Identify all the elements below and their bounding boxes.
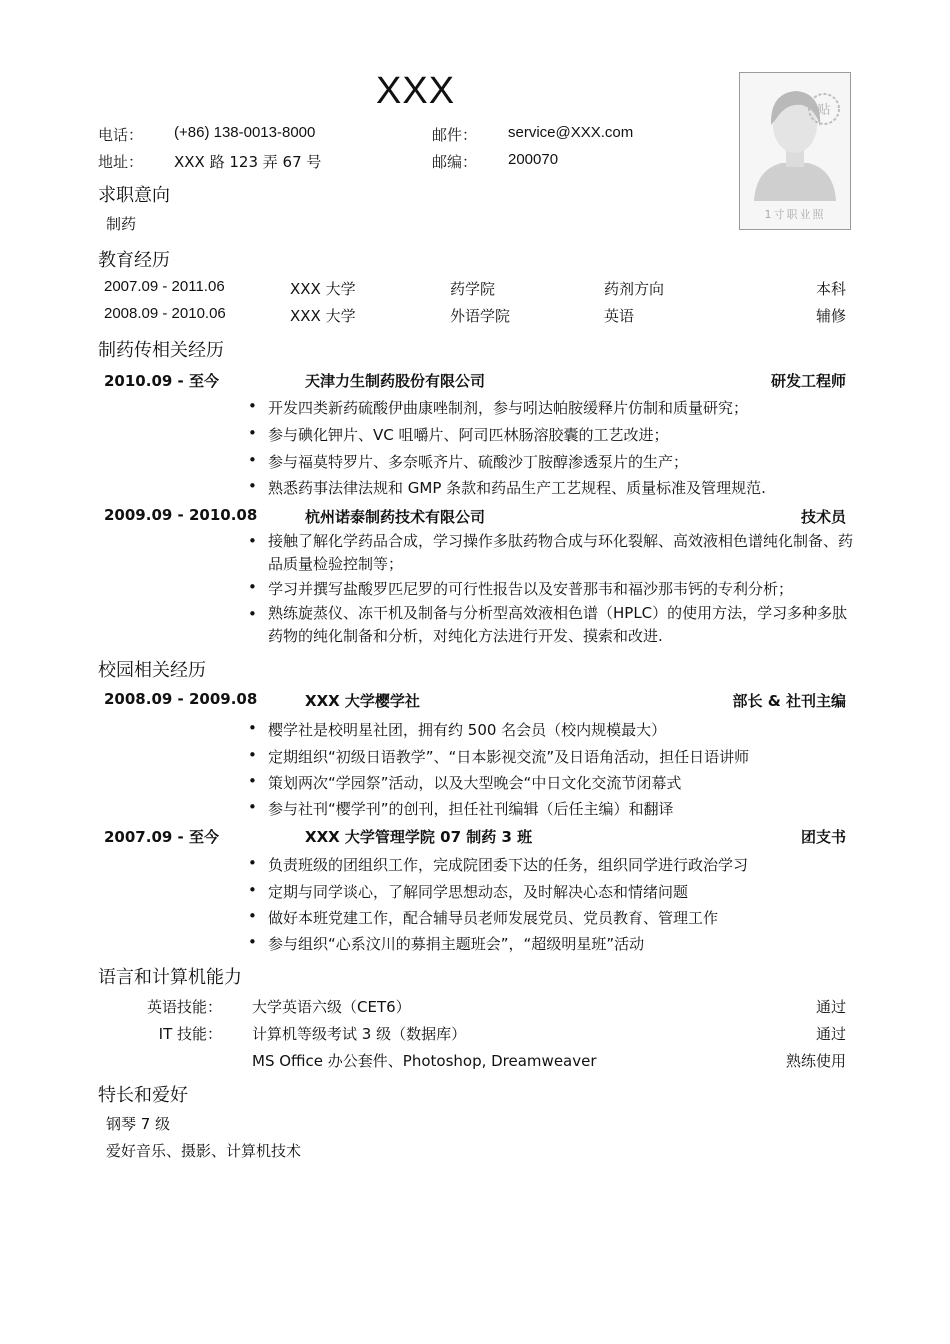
- objective-value: 制药: [106, 215, 137, 233]
- campus-role: 部长 & 社刊主编: [732, 692, 846, 710]
- section-title-objective: 求职意向: [98, 185, 170, 206]
- bullet-icon: •: [248, 397, 257, 415]
- skill-level: 熟练使用: [785, 1052, 846, 1070]
- edu-major: 药剂方向: [604, 280, 665, 298]
- skill-item: MS Office 办公套件、Photoshop, Dreamweaver: [252, 1052, 597, 1070]
- zip-label: 邮编：: [432, 153, 478, 171]
- job-company: 杭州诺泰制药技术有限公司: [305, 508, 486, 526]
- bullet-icon: •: [248, 854, 257, 872]
- edu-school: XXX 大学: [290, 280, 356, 298]
- section-title-hobbies: 特长和爱好: [98, 1085, 188, 1106]
- zip-value: 200070: [508, 151, 559, 168]
- bullet-icon: •: [248, 477, 257, 495]
- campus-org: XXX 大学管理学院 07 制药 3 班: [305, 828, 533, 846]
- address-value: XXX 路 123 弄 67 号: [174, 153, 322, 171]
- campus-role: 团支书: [800, 828, 846, 846]
- job-bullet: 学习并撰写盐酸罗匹尼罗的可行性报告以及安普那韦和福沙那韦钙的专利分析；: [268, 580, 794, 598]
- job-company: 天津力生制药股份有限公司: [305, 372, 486, 390]
- job-period: 2010.09 - 至今: [104, 372, 219, 390]
- bullet-icon: •: [248, 798, 257, 816]
- photo-caption: 1寸职业照: [764, 208, 826, 221]
- section-title-skills: 语言和计算机能力: [98, 967, 242, 988]
- email-label: 邮件：: [432, 126, 478, 144]
- job-bullet: 参与福莫特罗片、多奈哌齐片、硫酸沙丁胺醇渗透泵片的生产；: [268, 453, 689, 471]
- campus-bullet: 定期组织“初级日语教学”、“日本影视交流”及日语角活动，担任日语讲师: [268, 748, 750, 766]
- bullet-icon: •: [248, 451, 257, 469]
- email-value[interactable]: service@XXX.com: [508, 124, 634, 141]
- edu-major: 英语: [604, 307, 635, 325]
- campus-bullet: 定期与同学谈心，了解同学思想动态，及时解决心态和情绪问题: [268, 883, 689, 901]
- skill-item: 计算机等级考试 3 级（数据库）: [252, 1025, 467, 1043]
- edu-college: 外语学院: [450, 307, 511, 325]
- campus-bullet: 策划两次“学园祭”活动，以及大型晚会“中日文化交流节闭幕式: [268, 774, 682, 792]
- bullet-icon: •: [248, 605, 257, 623]
- edu-period: 2007.09 - 2011.06: [104, 278, 225, 295]
- job-bullet: 接触了解化学药品合成，学习操作多肽药物合成与环化裂解、高效液相色谱纯化制备、药品质量检验控制等；: [268, 532, 854, 573]
- bullet-icon: •: [248, 772, 257, 790]
- skill-level: 通过: [815, 998, 846, 1016]
- section-title-education: 教育经历: [98, 250, 170, 271]
- bullet-icon: •: [248, 881, 257, 899]
- campus-bullet: 樱学社是校明星社团，拥有约 500 名会员（校内规模最大）: [268, 721, 667, 739]
- phone-label: 电话：: [98, 126, 144, 144]
- campus-bullet: 做好本班党建工作，配合辅导员老师发展党员、党员教育、管理工作: [268, 909, 719, 927]
- edu-degree: 辅修: [815, 307, 846, 325]
- bullet-icon: •: [248, 424, 257, 442]
- photo-placeholder: [739, 72, 851, 230]
- skill-label: IT 技能：: [158, 1025, 222, 1043]
- job-bullet: 参与碘化钾片、VC 咀嚼片、阿司匹林肠溶胶囊的工艺改进；: [268, 426, 669, 444]
- job-bullet: 熟练旋蒸仪、冻干机及制备与分析型高效液相色谱（HPLC）的使用方法，学习多种多肽药物的纯化制备和分析，对纯化方法进行开发、摸索和改进.: [268, 604, 848, 645]
- job-role: 技术员: [800, 508, 846, 526]
- address-label: 地址：: [98, 153, 144, 171]
- campus-bullet: 参与组织“心系汶川的募捐主题班会”，“超级明星班”活动: [268, 935, 645, 953]
- skill-item: 大学英语六级（CET6）: [252, 998, 411, 1016]
- hobby-item: 爱好音乐、摄影、计算机技术: [106, 1142, 302, 1160]
- candidate-name: XXX: [376, 70, 456, 112]
- bullet-icon: •: [248, 746, 257, 764]
- campus-bullet: 负责班级的团组织工作，完成院团委下达的任务，组织同学进行政治学习: [268, 856, 749, 874]
- job-bullet: 开发四类新药硫酸伊曲康唑制剂，参与吲达帕胺缓释片仿制和质量研究；: [268, 399, 749, 417]
- bullet-icon: •: [248, 532, 257, 550]
- job-bullet: 熟悉药事法律法规和 GMP 条款和药品生产工艺规程、质量标准及管理规范.: [268, 479, 766, 497]
- svg-text:贴: 贴: [817, 103, 831, 118]
- bullet-icon: •: [248, 719, 257, 737]
- bullet-icon: •: [248, 907, 257, 925]
- edu-period: 2008.09 - 2010.06: [104, 305, 226, 322]
- campus-org: XXX 大学樱学社: [305, 692, 420, 710]
- campus-period: 2008.09 - 2009.08: [104, 690, 258, 708]
- job-period: 2009.09 - 2010.08: [104, 506, 258, 524]
- hobby-item: 钢琴 7 级: [106, 1115, 171, 1133]
- campus-bullet: 参与社刊“樱学刊”的创刊，担任社刊编辑（后任主编）和翻译: [268, 800, 674, 818]
- edu-college: 药学院: [450, 280, 496, 298]
- bullet-icon: •: [248, 578, 257, 596]
- section-title-campus: 校园相关经历: [98, 660, 206, 681]
- bullet-icon: •: [248, 933, 257, 951]
- phone-value: (+86) 138-0013-8000: [174, 124, 316, 141]
- skill-level: 通过: [815, 1025, 846, 1043]
- section-title-work: 制药传相关经历: [98, 340, 224, 361]
- edu-school: XXX 大学: [290, 307, 356, 325]
- skill-label: 英语技能：: [146, 998, 222, 1016]
- campus-period: 2007.09 - 至今: [104, 828, 219, 846]
- job-role: 研发工程师: [770, 372, 846, 390]
- edu-degree: 本科: [815, 280, 846, 298]
